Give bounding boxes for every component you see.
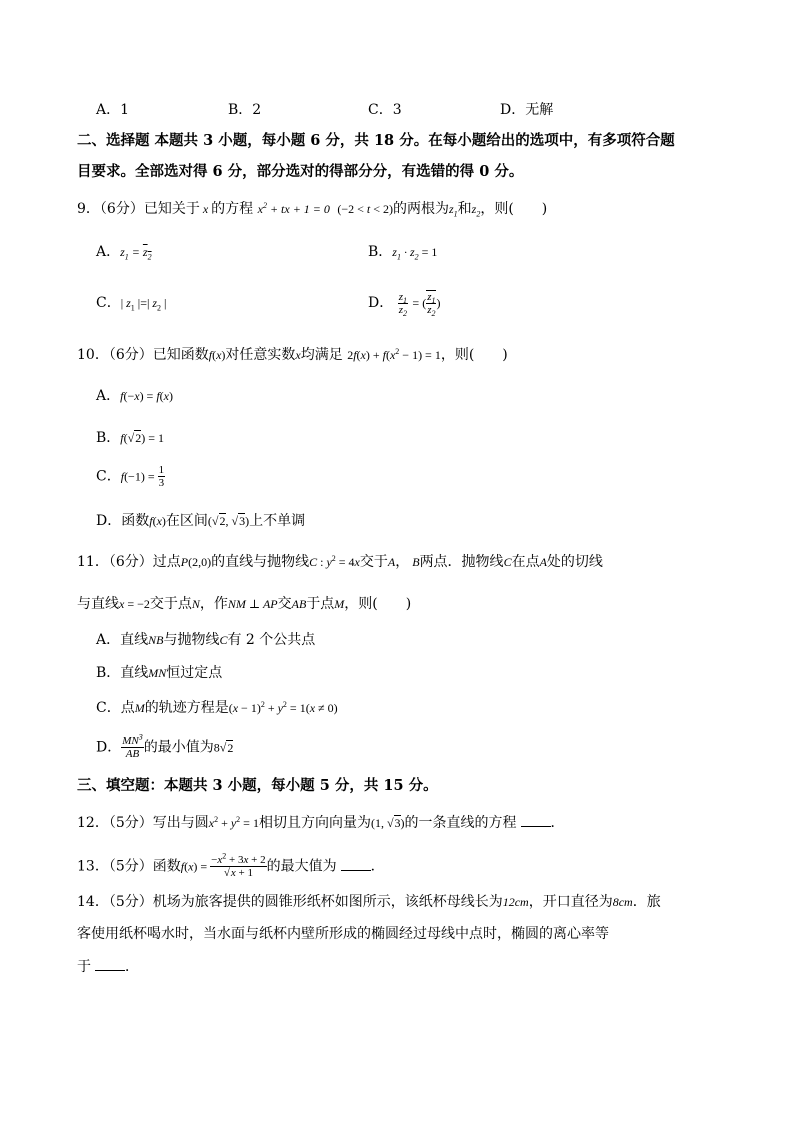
q10-option-d: D．函数f(x)在区间(√2, √3)上不单调: [96, 513, 306, 529]
q10-option-a: A．f(−x) = f(x): [96, 388, 173, 404]
q9-option-d: D． $\frac{z_1}{z_2}$ = ( $\frac{z_1}{z_2}$ ): [368, 290, 441, 319]
q9-equation: $x^2$ + tx + 1 = 0: [257, 201, 330, 216]
section2-heading-line2: 目要求。全部选对得 6 分，部分选对的得部分分，有选错的得 0 分。: [77, 163, 524, 180]
q8-option-b: B．2: [228, 102, 262, 118]
q9-option-c: C．| $z_1$ |=| $z_2$ |: [96, 295, 167, 313]
q8-option-a: A．1: [96, 102, 130, 118]
q10-option-b: B．f(√2) = 1: [96, 430, 164, 446]
q9-stem: 9．（6分）已知关于 x 的方程 $x^2$ + tx + 1 = 0 (−2 < t < 2)的两根为$z_1$和$z_2$，则( ): [77, 201, 548, 219]
q13-stem: 13．（5分）函数f(x) = $\frac{-x^2 + 3x + 2}{√x + 1}$ 的最大值为 ．: [77, 851, 385, 879]
q12-stem: 12．（5分）写出与圆$x^2 + y^2 = 1$相切且方向向量为(1, √3)的一条直线的方程 ．: [77, 815, 565, 831]
q11-option-d: D． $\frac{MN^3}{AB}$ 的最小值为8√2: [96, 732, 234, 760]
q14-stem-line3: 于 ．: [77, 959, 139, 975]
q9-condition: (−2 < t < 2): [334, 202, 393, 216]
q14-stem-line1: 14．（5分）机场为旅客提供的圆锥形纸杯如图所示，该纸杯母线长为12cm，开口直径为8cm．旅: [77, 894, 661, 910]
q10-stem: 10．（6分）已知函数f(x)对任意实数x均满足 $2f(x) + f(x^2 - 1) = 1$，则( ): [77, 347, 508, 363]
q11-option-a: A．直线NB与抛物线C有 2 个公共点: [96, 632, 316, 648]
q11-stem-line2: 与直线x = −2交于点N，作NM ⊥ AP交AB于点M，则( ): [77, 596, 412, 612]
q11-option-b: B．直线MN恒过定点: [96, 665, 223, 681]
q13-answer-blank[interactable]: [341, 858, 371, 871]
q11-option-c: C．点M的轨迹方程是$(x - 1)^2 + y^2 = 1(x \ne 0)$: [96, 700, 338, 716]
section3-heading: 三、填空题：本题共 3 小题，每小题 5 分，共 15 分。: [77, 777, 438, 794]
q14-stem-line2: 客使用纸杯喝水时，当水面与纸杯内壁所形成的椭圆经过母线中点时，椭圆的离心率等: [77, 926, 609, 942]
q14-answer-blank[interactable]: [95, 958, 125, 971]
section2-heading-line1: 二、选择题 本题共 3 小题，每小题 6 分，共 18 分。在每小题给出的选项中，有多项符合题: [77, 132, 675, 149]
q9-option-b: B．$z_1 \cdot z_2 = 1$: [368, 244, 438, 262]
q10-option-c: C．f(−1) = $\frac{1}{3}$: [96, 464, 165, 489]
q8-option-c: C．3: [368, 102, 402, 118]
q8-option-d: D．无解: [500, 102, 554, 118]
q9-option-a: A．$z_1 = z_2$: [96, 244, 152, 262]
q12-answer-blank[interactable]: [521, 814, 551, 827]
q11-stem-line1: 11．（6分）过点P(2,0)的直线与抛物线C : $y^2 = 4x$交于A， B两点．抛物线C在点A处的切线: [77, 554, 603, 570]
